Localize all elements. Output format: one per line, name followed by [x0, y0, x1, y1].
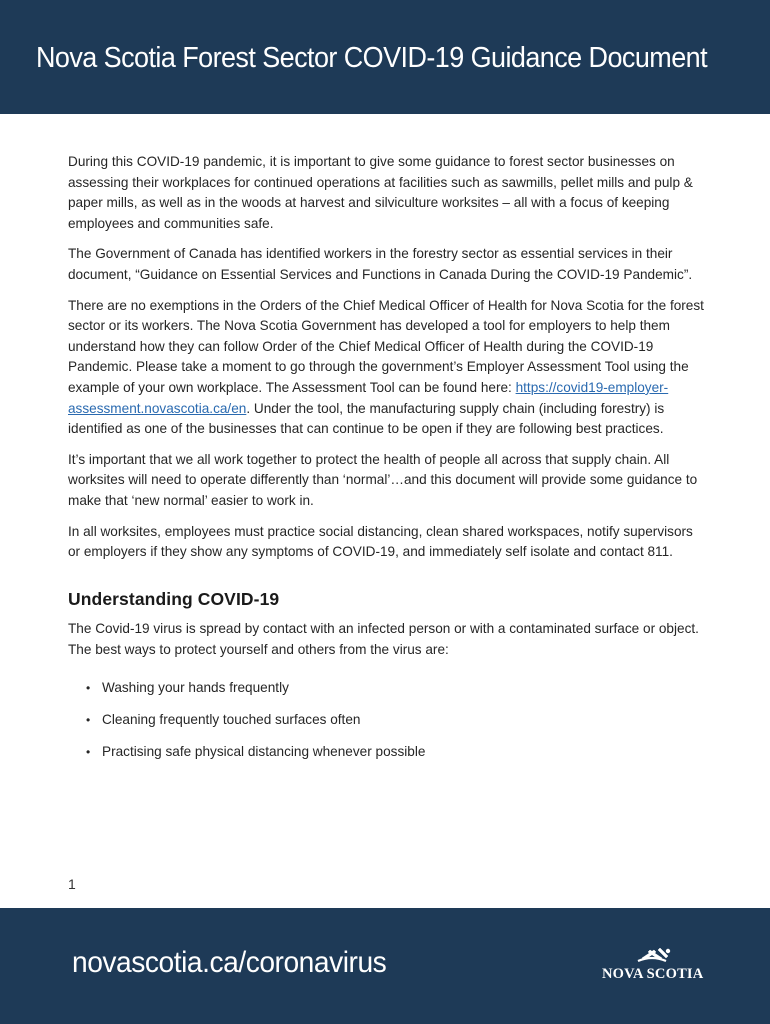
paragraph-intro: During this COVID-19 pandemic, it is important to give some guidance to forest sector businesses on assessing their workplaces for continued operations at facilities such as sawmills, pellet mills and pulp & paper mills, as well as in the woods at harvest and silviculture worksites – all with a focus of keeping employees and communities safe.	[68, 154, 693, 231]
paragraph-covid-spread: The Covid-19 virus is spread by contact with an infected person or with a contaminated surface or object. The best ways to protect yourself and others from the virus are:	[68, 621, 699, 657]
paragraph-text: There are no exemptions in the Orders of the Chief Medical Officer of Health for Nova Scotia for the forest sector or its workers. The Nova Scotia Government has developed a tool for employers to help them understand how they can follow Order of the Chief Medical Officer of Health during the COVID-19 Pandemic. Please take a moment to go through the government’s Employer Assessment Tool using the example of your own workplace. The Assessment Tool can be found here:	[68, 297, 704, 395]
list-item-text: Practising safe physical distancing whenever possible	[102, 744, 426, 760]
bullet-icon: •	[86, 745, 91, 760]
paragraph-text: . Under the tool, the manufacturing supply chain (including forestry) is identified as one of the businesses that can continue to be open if they are following best practices.	[68, 400, 665, 437]
protection-list	[68, 678, 708, 762]
list-item-text: Cleaning frequently touched surfaces often	[102, 712, 361, 728]
document-body	[68, 152, 708, 774]
paragraph-supply-chain: It’s important that we all work together to protect the health of people all across that supply chain. All worksites will need to operate differently than ‘normal’…and this document will provide some guidance to make that ‘new normal’ easier to work in.	[68, 451, 698, 508]
footer-url-link[interactable]: novascotia.ca/coronavirus	[72, 946, 387, 979]
list-item	[68, 742, 708, 762]
logo-text: NOVA SCOTIA	[602, 966, 704, 982]
paragraph-essential-services: The Government of Canada has identified workers in the forestry sector as essential services in their document, “Guidance on Essential Services and Functions in Canada During the COVID-19 Pandemic”.	[68, 246, 693, 282]
nova-scotia-crest-icon	[602, 946, 712, 968]
page-number: 1	[68, 876, 76, 892]
paragraph-worksites: In all worksites, employees must practice social distancing, clean shared workspaces, notify supervisors or employers if they show any symptoms of COVID-19, and immediately self isolate and contact 811.	[68, 523, 693, 560]
footer-band	[0, 908, 770, 1024]
section-heading: Understanding COVID-19	[68, 588, 280, 609]
paragraph-assessment-tool	[68, 296, 708, 440]
list-item	[68, 678, 708, 698]
list-item-text: Washing your hands frequently	[102, 680, 289, 696]
nova-scotia-logo	[602, 946, 712, 986]
bullet-icon: •	[86, 681, 91, 696]
list-item	[68, 710, 708, 730]
assessment-tool-link[interactable]: https://covid19-employer-assessment.novascotia.ca/en	[68, 379, 669, 416]
bullet-icon: •	[86, 713, 91, 728]
header-band	[0, 0, 770, 114]
page-title: Nova Scotia Forest Sector COVID-19 Guidance Document	[36, 42, 708, 74]
